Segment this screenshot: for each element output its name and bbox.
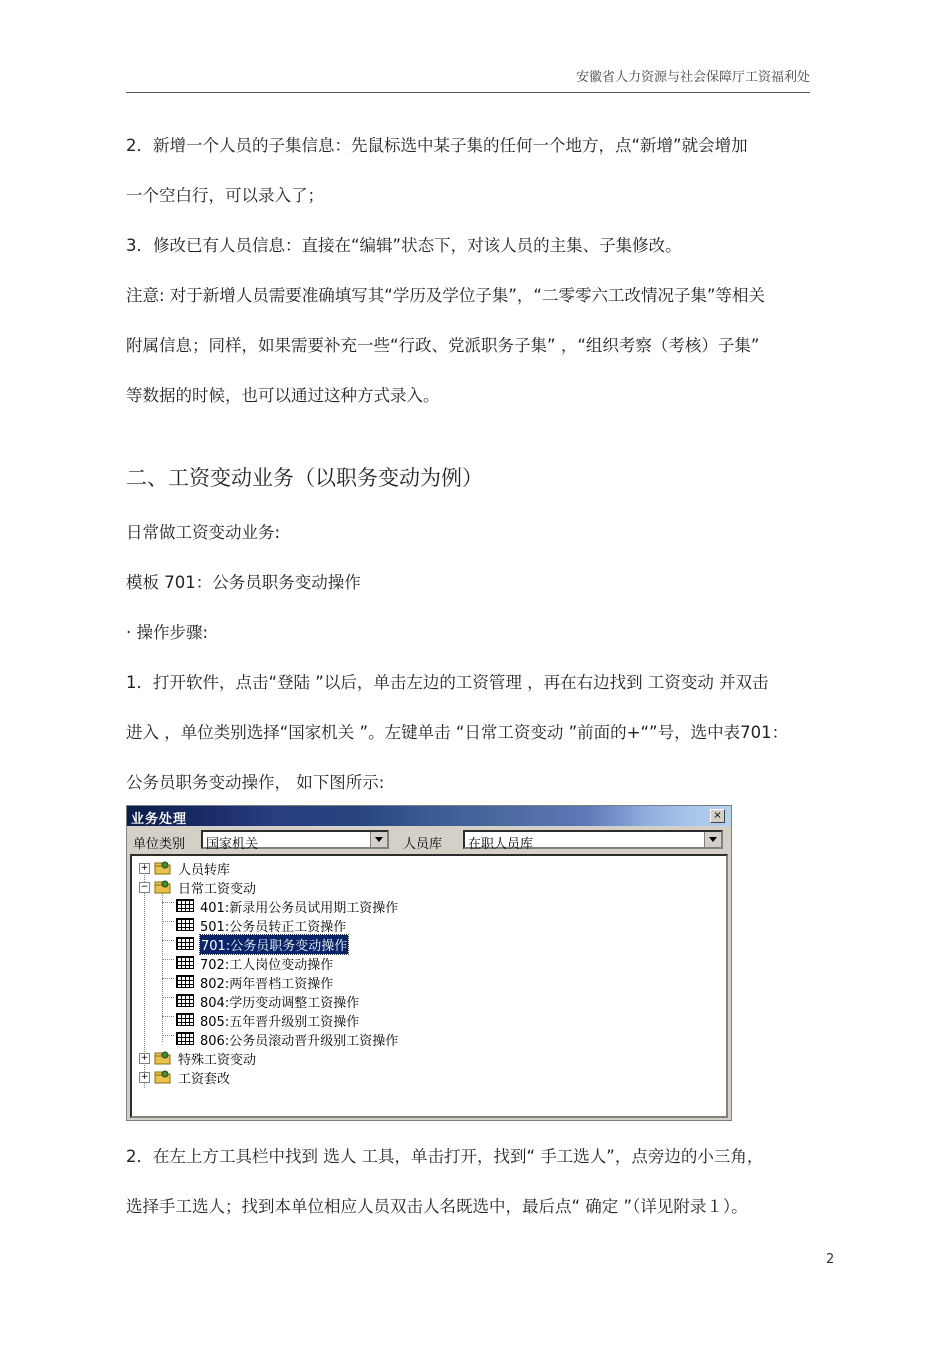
tree-connector (162, 921, 174, 922)
paragraph-add-subset-line2: 一个空白行，可以录入了； (126, 186, 324, 205)
folder-people-icon (154, 1069, 172, 1084)
folder-people-icon (154, 860, 172, 875)
step1-line3: 公务员职务变动操作， 如下图所示: (126, 773, 385, 792)
tree-item-701-selected[interactable] (176, 935, 476, 953)
tree-item-501[interactable] (176, 916, 476, 934)
unit-type-select[interactable] (201, 830, 389, 852)
table-icon (176, 994, 194, 1007)
tree-connector (162, 902, 174, 903)
folder-people-icon (154, 879, 172, 894)
tree-folder-special-salary-change[interactable] (136, 1049, 356, 1067)
page-number: 2 (826, 1252, 835, 1267)
personnel-db-label: 人员库 (403, 837, 443, 852)
paragraph-modify-info: 3．修改已有人员信息：直接在“编辑”状态下，对该人员的主集、子集修改。 (126, 236, 682, 255)
tree-folder-label: 特殊工资变动 (178, 1053, 257, 1068)
tree-connector (162, 978, 174, 979)
tree-item-806[interactable] (176, 1030, 476, 1048)
tree-connector (162, 959, 174, 960)
tree-folder-label: 日常工资变动 (178, 882, 257, 897)
expand-icon[interactable]: + (140, 863, 149, 873)
step2-line2: 选择手工选人；找到本单位相应人员双击人名既选中，最后点“ 确定 ”（详见附录１）。 (126, 1197, 748, 1216)
tree-item-label: 806:公务员滚动晋升级别工资操作 (200, 1034, 399, 1049)
folder-people-icon (154, 1050, 172, 1065)
header-org-name: 安徽省人力资源与社会保障厅工资福利处 (575, 70, 810, 85)
tree-folder-personnel-transfer[interactable] (136, 859, 356, 877)
expand-icon[interactable]: + (140, 1072, 149, 1082)
steps-label: · 操作步骤: (126, 623, 209, 642)
template-label: 模板 701：公务员职务变动操作 (126, 573, 361, 592)
tree-item-702[interactable] (176, 954, 476, 972)
business-tree[interactable] (130, 854, 728, 1118)
collapse-icon[interactable]: − (140, 882, 149, 892)
tree-connector (162, 997, 174, 998)
tree-item-label: 701:公务员职务变动操作 (200, 935, 348, 954)
table-icon (176, 899, 194, 912)
tree-item-804[interactable] (176, 992, 476, 1010)
unit-type-label: 单位类别 (133, 837, 186, 852)
tree-item-label: 802:两年晋档工资操作 (200, 977, 334, 992)
chevron-down-icon[interactable] (370, 832, 387, 847)
tree-folder-label: 工资套改 (178, 1072, 231, 1087)
table-icon (176, 918, 194, 931)
tree-folder-daily-salary-change[interactable] (136, 878, 356, 896)
table-icon (176, 1013, 194, 1026)
section-title: 二、工资变动业务（以职务变动为例） (126, 466, 483, 490)
table-icon (176, 956, 194, 969)
step1-line1: 1．打开软件，点击“登陆 ”以后，单击左边的工资管理 ，再在右边找到 工资变动 并双击 (126, 673, 769, 692)
note-line1: 注意: 对于新增人员需要准确填写其“学历及学位子集”，“二零零六工改情况子集”等相关 (126, 286, 765, 305)
tree-item-label: 804:学历变动调整工资操作 (200, 996, 360, 1011)
tree-folder-label: 人员转库 (178, 863, 231, 878)
close-button[interactable] (710, 809, 725, 823)
step1-line2: 进入 ，单位类别选择“国家机关 ”。左键单击 “日常工资变动 ”前面的+“”号，选中表701： (126, 723, 789, 742)
window-titlebar[interactable] (127, 806, 731, 826)
chevron-down-icon[interactable] (704, 832, 721, 847)
window-title: 业务处理 (131, 812, 188, 827)
tree-connector (162, 886, 163, 1042)
tree-item-label: 501:公务员转正工资操作 (200, 920, 347, 935)
tree-item-label: 401:新录用公务员试用期工资操作 (200, 901, 399, 916)
note-line2: 附属信息；同样，如果需要补充一些“行政、党派职务子集” ，“组织考察（考核）子集” (126, 336, 760, 355)
tree-item-label: 702:工人岗位变动操作 (200, 958, 334, 973)
daily-business-label: 日常做工资变动业务: (126, 523, 281, 542)
header-rule (126, 92, 810, 93)
unit-type-value: 国家机关 (206, 837, 259, 852)
business-processing-window (126, 805, 732, 1121)
expand-icon[interactable]: + (140, 1053, 149, 1063)
tree-item-401[interactable] (176, 897, 476, 915)
table-icon (176, 1032, 194, 1045)
table-icon (176, 937, 194, 950)
tree-connector (162, 940, 174, 941)
step2-line1: 2．在左上方工具栏中找到 选人 工具，单击打开，找到“ 手工选人”，点旁边的小三角， (126, 1147, 764, 1166)
paragraph-add-subset-line1: 2．新增一个人员的子集信息：先鼠标选中某子集的任何一个地方，点“新增”就会增加 (126, 136, 748, 155)
tree-item-802[interactable] (176, 973, 476, 991)
personnel-db-value: 在职人员库 (468, 837, 534, 852)
tree-connector (162, 1016, 174, 1017)
personnel-db-select[interactable] (463, 830, 723, 852)
note-line3: 等数据的时候，也可以通过这种方式录入。 (126, 386, 440, 405)
table-icon (176, 975, 194, 988)
tree-item-label: 805:五年晋升级别工资操作 (200, 1015, 360, 1030)
close-icon: × (713, 810, 722, 821)
tree-folder-salary-reform[interactable] (136, 1068, 356, 1086)
tree-connector (162, 1035, 174, 1036)
tree-item-805[interactable] (176, 1011, 476, 1029)
